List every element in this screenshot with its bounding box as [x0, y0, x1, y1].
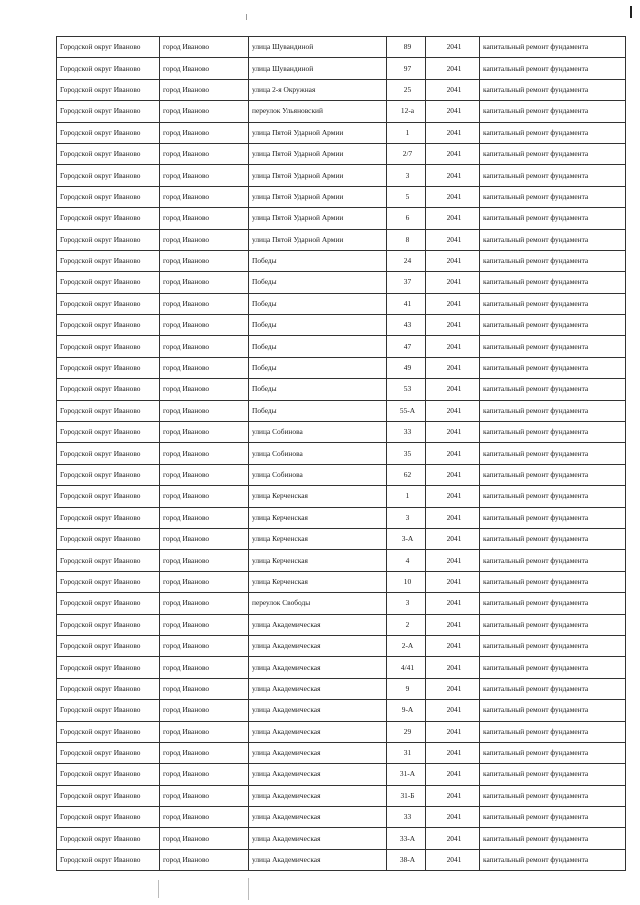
city-cell: город Иваново [160, 464, 249, 485]
okrug-cell: Городской округ Иваново [57, 700, 160, 721]
house-number-cell: 24 [387, 250, 426, 271]
okrug-cell: Городской округ Иваново [57, 657, 160, 678]
city-cell: город Иваново [160, 315, 249, 336]
okrug-cell: Городской округ Иваново [57, 143, 160, 164]
okrug-cell: Городской округ Иваново [57, 807, 160, 828]
street-cell: Победы [249, 400, 387, 421]
okrug-cell: Городской округ Иваново [57, 828, 160, 849]
house-number-cell: 3 [387, 507, 426, 528]
city-cell: город Иваново [160, 293, 249, 314]
street-cell: улица Академическая [249, 849, 387, 870]
year-cell: 2041 [426, 400, 480, 421]
house-number-cell: 49 [387, 357, 426, 378]
work-type-cell: капитальный ремонт фундамента [480, 379, 626, 400]
street-cell: улица Академическая [249, 742, 387, 763]
okrug-cell: Городской округ Иваново [57, 721, 160, 742]
street-cell: улица Академическая [249, 828, 387, 849]
okrug-cell: Городской округ Иваново [57, 250, 160, 271]
scan-artifact-bottom-left [158, 880, 159, 898]
city-cell: город Иваново [160, 807, 249, 828]
okrug-cell: Городской округ Иваново [57, 122, 160, 143]
okrug-cell: Городской округ Иваново [57, 593, 160, 614]
city-cell: город Иваново [160, 678, 249, 699]
okrug-cell: Городской округ Иваново [57, 293, 160, 314]
work-type-cell: капитальный ремонт фундамента [480, 528, 626, 549]
house-number-cell: 6 [387, 208, 426, 229]
okrug-cell: Городской округ Иваново [57, 742, 160, 763]
street-cell: улица Пятой Ударной Армии [249, 143, 387, 164]
city-cell: город Иваново [160, 229, 249, 250]
work-type-cell: капитальный ремонт фундамента [480, 229, 626, 250]
year-cell: 2041 [426, 272, 480, 293]
street-cell: улица Академическая [249, 678, 387, 699]
okrug-cell: Городской округ Иваново [57, 550, 160, 571]
work-type-cell: капитальный ремонт фундамента [480, 293, 626, 314]
street-cell: улица Пятой Ударной Армии [249, 229, 387, 250]
city-cell: город Иваново [160, 764, 249, 785]
house-number-cell: 33 [387, 422, 426, 443]
house-number-cell: 55-А [387, 400, 426, 421]
city-cell: город Иваново [160, 250, 249, 271]
city-cell: город Иваново [160, 336, 249, 357]
house-number-cell: 4 [387, 550, 426, 571]
table-row [57, 528, 626, 549]
work-type-cell: капитальный ремонт фундамента [480, 807, 626, 828]
street-cell: улица Шувандиной [249, 37, 387, 58]
street-cell: улица Шувандиной [249, 58, 387, 79]
street-cell: переулок Ульяновский [249, 101, 387, 122]
table-row [57, 400, 626, 421]
city-cell: город Иваново [160, 593, 249, 614]
house-number-cell: 38-А [387, 849, 426, 870]
street-cell: улица Академическая [249, 614, 387, 635]
street-cell: улица Собинова [249, 422, 387, 443]
table-row [57, 272, 626, 293]
year-cell: 2041 [426, 721, 480, 742]
house-number-cell: 2/7 [387, 143, 426, 164]
okrug-cell: Городской округ Иваново [57, 37, 160, 58]
table-row [57, 357, 626, 378]
work-type-cell: капитальный ремонт фундамента [480, 400, 626, 421]
street-cell: улица Академическая [249, 785, 387, 806]
year-cell: 2041 [426, 165, 480, 186]
year-cell: 2041 [426, 122, 480, 143]
table-row [57, 250, 626, 271]
street-cell: улица Пятой Ударной Армии [249, 208, 387, 229]
year-cell: 2041 [426, 528, 480, 549]
street-cell: улица Академическая [249, 700, 387, 721]
okrug-cell: Городской округ Иваново [57, 507, 160, 528]
city-cell: город Иваново [160, 208, 249, 229]
work-type-cell: капитальный ремонт фундамента [480, 357, 626, 378]
city-cell: город Иваново [160, 635, 249, 656]
city-cell: город Иваново [160, 785, 249, 806]
year-cell: 2041 [426, 357, 480, 378]
okrug-cell: Городской округ Иваново [57, 764, 160, 785]
city-cell: город Иваново [160, 571, 249, 592]
okrug-cell: Городской округ Иваново [57, 357, 160, 378]
work-type-cell: капитальный ремонт фундамента [480, 764, 626, 785]
work-type-cell: капитальный ремонт фундамента [480, 614, 626, 635]
work-type-cell: капитальный ремонт фундамента [480, 550, 626, 571]
okrug-cell: Городской округ Иваново [57, 336, 160, 357]
street-cell: Победы [249, 357, 387, 378]
street-cell: переулок Свободы [249, 593, 387, 614]
okrug-cell: Городской округ Иваново [57, 315, 160, 336]
street-cell: улица Академическая [249, 807, 387, 828]
street-cell: улица Керченская [249, 507, 387, 528]
street-cell: улица Керченская [249, 528, 387, 549]
table-row [57, 657, 626, 678]
city-cell: город Иваново [160, 700, 249, 721]
city-cell: город Иваново [160, 550, 249, 571]
house-number-cell: 25 [387, 79, 426, 100]
city-cell: город Иваново [160, 272, 249, 293]
okrug-cell: Городской округ Иваново [57, 678, 160, 699]
street-cell: Победы [249, 272, 387, 293]
house-number-cell: 33-А [387, 828, 426, 849]
okrug-cell: Городской округ Иваново [57, 614, 160, 635]
okrug-cell: Городской округ Иваново [57, 443, 160, 464]
okrug-cell: Городской округ Иваново [57, 486, 160, 507]
table-row [57, 293, 626, 314]
table-row [57, 721, 626, 742]
house-number-cell: 33 [387, 807, 426, 828]
year-cell: 2041 [426, 571, 480, 592]
house-number-cell: 37 [387, 272, 426, 293]
street-cell: улица Академическая [249, 721, 387, 742]
okrug-cell: Городской округ Иваново [57, 571, 160, 592]
city-cell: город Иваново [160, 122, 249, 143]
table-row [57, 208, 626, 229]
house-number-cell: 62 [387, 464, 426, 485]
street-cell: Победы [249, 293, 387, 314]
work-type-cell: капитальный ремонт фундамента [480, 593, 626, 614]
house-number-cell: 3-А [387, 528, 426, 549]
year-cell: 2041 [426, 614, 480, 635]
okrug-cell: Городской округ Иваново [57, 528, 160, 549]
okrug-cell: Городской округ Иваново [57, 422, 160, 443]
work-type-cell: капитальный ремонт фундамента [480, 58, 626, 79]
street-cell: улица Керченская [249, 550, 387, 571]
street-cell: улица Академическая [249, 635, 387, 656]
work-type-cell: капитальный ремонт фундамента [480, 315, 626, 336]
work-type-cell: капитальный ремонт фундамента [480, 208, 626, 229]
table-row [57, 785, 626, 806]
year-cell: 2041 [426, 422, 480, 443]
city-cell: город Иваново [160, 849, 249, 870]
work-type-cell: капитальный ремонт фундамента [480, 443, 626, 464]
house-number-cell: 4/41 [387, 657, 426, 678]
okrug-cell: Городской округ Иваново [57, 400, 160, 421]
year-cell: 2041 [426, 807, 480, 828]
house-number-cell: 9 [387, 678, 426, 699]
table-row [57, 464, 626, 485]
street-cell: улица Академическая [249, 764, 387, 785]
house-number-cell: 10 [387, 571, 426, 592]
house-number-cell: 2-А [387, 635, 426, 656]
okrug-cell: Городской округ Иваново [57, 79, 160, 100]
city-cell: город Иваново [160, 357, 249, 378]
table-row [57, 443, 626, 464]
year-cell: 2041 [426, 250, 480, 271]
year-cell: 2041 [426, 507, 480, 528]
year-cell: 2041 [426, 379, 480, 400]
okrug-cell: Городской округ Иваново [57, 208, 160, 229]
city-cell: город Иваново [160, 721, 249, 742]
work-type-cell: капитальный ремонт фундамента [480, 507, 626, 528]
city-cell: город Иваново [160, 614, 249, 635]
okrug-cell: Городской округ Иваново [57, 186, 160, 207]
city-cell: город Иваново [160, 143, 249, 164]
table-row [57, 58, 626, 79]
work-type-cell: капитальный ремонт фундамента [480, 336, 626, 357]
table-row [57, 379, 626, 400]
street-cell: улица Керченская [249, 571, 387, 592]
year-cell: 2041 [426, 336, 480, 357]
work-type-cell: капитальный ремонт фундамента [480, 635, 626, 656]
table-row [57, 122, 626, 143]
year-cell: 2041 [426, 293, 480, 314]
year-cell: 2041 [426, 678, 480, 699]
table-row [57, 101, 626, 122]
table-row [57, 186, 626, 207]
house-number-cell: 8 [387, 229, 426, 250]
table-row [57, 550, 626, 571]
work-type-cell: капитальный ремонт фундамента [480, 122, 626, 143]
work-type-cell: капитальный ремонт фундамента [480, 464, 626, 485]
house-number-cell: 12-а [387, 101, 426, 122]
street-cell: улица Собинова [249, 464, 387, 485]
work-type-cell: капитальный ремонт фундамента [480, 272, 626, 293]
scan-artifact-top [246, 14, 247, 20]
year-cell: 2041 [426, 229, 480, 250]
city-cell: город Иваново [160, 443, 249, 464]
table-row [57, 678, 626, 699]
city-cell: город Иваново [160, 186, 249, 207]
work-type-cell: капитальный ремонт фундамента [480, 678, 626, 699]
house-number-cell: 3 [387, 165, 426, 186]
table-row [57, 571, 626, 592]
work-type-cell: капитальный ремонт фундамента [480, 37, 626, 58]
work-type-cell: капитальный ремонт фундамента [480, 486, 626, 507]
house-number-cell: 89 [387, 37, 426, 58]
house-number-cell: 9-А [387, 700, 426, 721]
work-type-cell: капитальный ремонт фундамента [480, 571, 626, 592]
city-cell: город Иваново [160, 486, 249, 507]
work-type-cell: капитальный ремонт фундамента [480, 143, 626, 164]
year-cell: 2041 [426, 443, 480, 464]
year-cell: 2041 [426, 486, 480, 507]
house-number-cell: 53 [387, 379, 426, 400]
page-edge-mark [630, 6, 632, 18]
table-row [57, 229, 626, 250]
okrug-cell: Городской округ Иваново [57, 785, 160, 806]
city-cell: город Иваново [160, 58, 249, 79]
street-cell: Победы [249, 379, 387, 400]
street-cell: улица Собинова [249, 443, 387, 464]
okrug-cell: Городской округ Иваново [57, 101, 160, 122]
work-type-cell: капитальный ремонт фундамента [480, 422, 626, 443]
okrug-cell: Городской округ Иваново [57, 464, 160, 485]
work-type-cell: капитальный ремонт фундамента [480, 721, 626, 742]
year-cell: 2041 [426, 143, 480, 164]
year-cell: 2041 [426, 208, 480, 229]
year-cell: 2041 [426, 315, 480, 336]
table-row [57, 315, 626, 336]
year-cell: 2041 [426, 37, 480, 58]
table-row [57, 143, 626, 164]
table-row [57, 336, 626, 357]
street-cell: улица Пятой Ударной Армии [249, 122, 387, 143]
work-type-cell: капитальный ремонт фундамента [480, 657, 626, 678]
city-cell: город Иваново [160, 400, 249, 421]
house-number-cell: 41 [387, 293, 426, 314]
city-cell: город Иваново [160, 828, 249, 849]
work-type-cell: капитальный ремонт фундамента [480, 101, 626, 122]
year-cell: 2041 [426, 700, 480, 721]
house-number-cell: 43 [387, 315, 426, 336]
year-cell: 2041 [426, 101, 480, 122]
table-row [57, 37, 626, 58]
table-row [57, 486, 626, 507]
table-row [57, 635, 626, 656]
city-cell: город Иваново [160, 79, 249, 100]
house-number-cell: 35 [387, 443, 426, 464]
city-cell: город Иваново [160, 528, 249, 549]
work-type-cell: капитальный ремонт фундамента [480, 79, 626, 100]
repair-schedule-table [56, 36, 626, 871]
year-cell: 2041 [426, 593, 480, 614]
work-type-cell: капитальный ремонт фундамента [480, 742, 626, 763]
street-cell: улица Пятой Ударной Армии [249, 186, 387, 207]
year-cell: 2041 [426, 58, 480, 79]
house-number-cell: 29 [387, 721, 426, 742]
table-row [57, 807, 626, 828]
house-number-cell: 97 [387, 58, 426, 79]
table-row [57, 742, 626, 763]
table-body [57, 37, 626, 871]
street-cell: улица Академическая [249, 657, 387, 678]
okrug-cell: Городской округ Иваново [57, 272, 160, 293]
year-cell: 2041 [426, 635, 480, 656]
year-cell: 2041 [426, 764, 480, 785]
work-type-cell: капитальный ремонт фундамента [480, 250, 626, 271]
year-cell: 2041 [426, 657, 480, 678]
city-cell: город Иваново [160, 379, 249, 400]
house-number-cell: 31-А [387, 764, 426, 785]
okrug-cell: Городской округ Иваново [57, 229, 160, 250]
street-cell: улица Керченская [249, 486, 387, 507]
city-cell: город Иваново [160, 422, 249, 443]
table-row [57, 764, 626, 785]
city-cell: город Иваново [160, 742, 249, 763]
year-cell: 2041 [426, 849, 480, 870]
street-cell: Победы [249, 315, 387, 336]
house-number-cell: 31 [387, 742, 426, 763]
year-cell: 2041 [426, 79, 480, 100]
city-cell: город Иваново [160, 165, 249, 186]
table-row [57, 849, 626, 870]
okrug-cell: Городской округ Иваново [57, 165, 160, 186]
table-row [57, 165, 626, 186]
table-row [57, 828, 626, 849]
city-cell: город Иваново [160, 507, 249, 528]
street-cell: Победы [249, 250, 387, 271]
table-row [57, 422, 626, 443]
scan-artifact-bottom-right [248, 878, 249, 900]
okrug-cell: Городской округ Иваново [57, 58, 160, 79]
street-cell: Победы [249, 336, 387, 357]
okrug-cell: Городской округ Иваново [57, 635, 160, 656]
year-cell: 2041 [426, 186, 480, 207]
year-cell: 2041 [426, 742, 480, 763]
year-cell: 2041 [426, 464, 480, 485]
street-cell: улица 2-я Окружная [249, 79, 387, 100]
work-type-cell: капитальный ремонт фундамента [480, 165, 626, 186]
work-type-cell: капитальный ремонт фундамента [480, 785, 626, 806]
house-number-cell: 2 [387, 614, 426, 635]
city-cell: город Иваново [160, 101, 249, 122]
table-row [57, 700, 626, 721]
okrug-cell: Городской округ Иваново [57, 379, 160, 400]
year-cell: 2041 [426, 828, 480, 849]
work-type-cell: капитальный ремонт фундамента [480, 828, 626, 849]
house-number-cell: 3 [387, 593, 426, 614]
work-type-cell: капитальный ремонт фундамента [480, 186, 626, 207]
okrug-cell: Городской округ Иваново [57, 849, 160, 870]
city-cell: город Иваново [160, 657, 249, 678]
table-row [57, 507, 626, 528]
house-number-cell: 5 [387, 186, 426, 207]
table-row [57, 593, 626, 614]
street-cell: улица Пятой Ударной Армии [249, 165, 387, 186]
work-type-cell: капитальный ремонт фундамента [480, 700, 626, 721]
house-number-cell: 47 [387, 336, 426, 357]
house-number-cell: 1 [387, 486, 426, 507]
work-type-cell: капитальный ремонт фундамента [480, 849, 626, 870]
table-row [57, 614, 626, 635]
year-cell: 2041 [426, 550, 480, 571]
table-row [57, 79, 626, 100]
house-number-cell: 1 [387, 122, 426, 143]
city-cell: город Иваново [160, 37, 249, 58]
house-number-cell: 31-Б [387, 785, 426, 806]
year-cell: 2041 [426, 785, 480, 806]
